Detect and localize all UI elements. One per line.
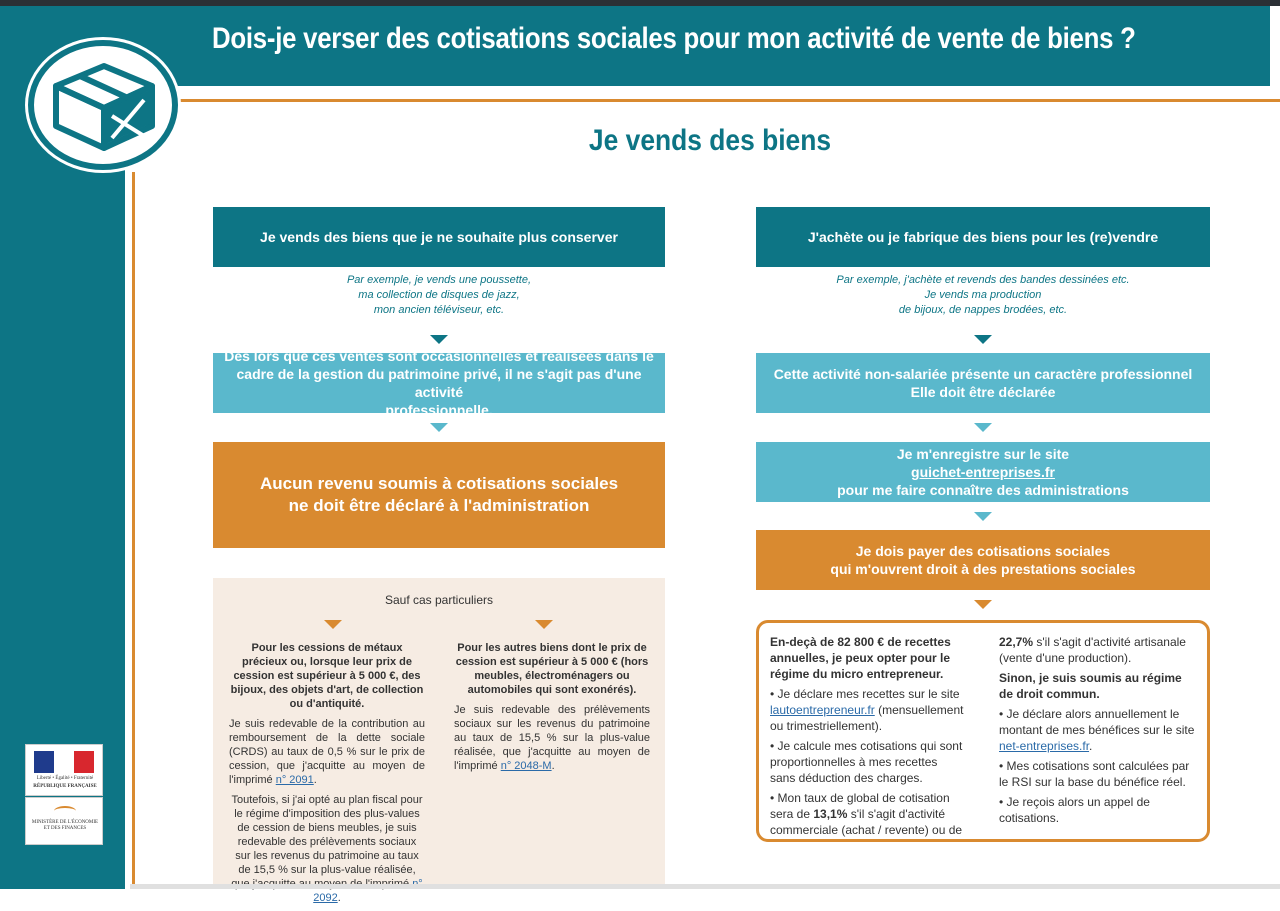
no-revenue-box — [213, 442, 665, 548]
form-2091-link[interactable]: n° 2091 — [275, 774, 314, 786]
professional-box — [756, 353, 1210, 413]
precious-text-1: Je suis redevable de la contribution au remboursement de la dette sociale (CRDS) au taux de 0,5 % sur le prix de cession, que j'acquitte au moyen de l'imprimé — [229, 718, 425, 786]
micro-bullet-3: • Mon taux de global de cotisation sera de — [770, 791, 950, 821]
occasional-line: cadre de la gestion du patrimoine privé, il ne s'agit pas d'une activité — [236, 366, 642, 400]
french-flag-icon — [34, 751, 94, 773]
ministry-name: MINISTÈRE DE L'ÉCONOMIE ET DES FINANCES — [31, 820, 99, 831]
right-example-line: Par exemple, j'achète et revends des bandes dessinées etc. — [836, 274, 1130, 286]
micro-bullet-3-end: s'il s'agit d'activité commerciale (achat / revente) ou de — [770, 807, 963, 837]
right-example-line: Je vends ma production — [924, 289, 1042, 301]
right-heading-box — [756, 207, 1210, 267]
pay-line: Je dois payer des cotisations sociales — [855, 543, 1111, 559]
artisan-rate-text: s'il s'agit d'activité artisanale (vente d'une production). — [999, 635, 1186, 665]
professional-line: Elle doit être déclarée — [910, 384, 1056, 400]
arrow-down-icon — [324, 620, 342, 629]
left-heading-box — [213, 207, 665, 267]
logo-badge — [28, 40, 178, 170]
register-text: Je m'enregistre sur le site — [896, 446, 1070, 462]
orange-rule-horizontal — [180, 99, 1280, 102]
arrow-down-icon — [974, 423, 992, 432]
guichet-entreprises-link[interactable]: guichet-entreprises.fr — [911, 464, 1055, 480]
page-title: Dois-je verser des cotisations sociales pour mon activité de vente de biens ? — [212, 22, 1136, 55]
other-title: Pour les autres biens dont le prix de cession est supérieur à 5 000 € (hors meubles, électroménagers ou automobiles qui sont exonérés). — [455, 642, 649, 696]
register-box — [756, 442, 1210, 502]
arrow-down-icon — [974, 512, 992, 521]
professional-line: Cette activité non-salariée présente un caractère professionnel — [773, 366, 1193, 382]
ministry-mark-icon — [54, 806, 76, 816]
republique-francaise-logo — [25, 744, 103, 796]
arrow-down-icon — [430, 423, 448, 432]
arrow-down-icon — [430, 335, 448, 344]
micro-bullet-1-end: (mensuellement ou trimestriellement). — [770, 703, 964, 733]
precious-title: Pour les cessions de métaux précieux ou, lorsque leur prix de cession est supérieur à 5 000 €, des bijoux, des objets d'art, de collection ou d'antiquité. — [230, 642, 424, 710]
arrow-down-icon — [974, 335, 992, 344]
common-law-column: 22,7% s'il s'agit d'activité artisanale (vente d'une production). Sinon, je suis soumis au régime de droit commun. • Je déclare alors annuellement le montant de mes bénéfices sur le site net-entreprises.fr. • Mes cotisations sont calculées par le RSI sur la base du bénéfice réel. • Je reçois alors un appel de cotisations. — [999, 635, 1195, 825]
micro-rate: 13,1% — [813, 807, 848, 821]
micro-threshold: En-deçà de 82 800 € de recettes annuelles, je peux opter pour le régime du micro entrepreneur. — [770, 635, 951, 681]
left-heading: Je vends des biens que je ne souhaite plus conserver — [260, 229, 618, 245]
no-revenue-line: Aucun revenu soumis à cotisations sociales — [259, 474, 619, 493]
right-heading: J'achète ou je fabrique des biens pour les (re)vendre — [807, 229, 1159, 245]
rf-name: RÉPUBLIQUE FRANÇAISE — [33, 784, 97, 789]
micro-entrepreneur-column — [770, 634, 966, 842]
arrow-down-icon — [535, 620, 553, 629]
other-text-1: Je suis redevable des prélèvements sociaux sur les revenus du patrimoine au taux de 15,5 % sur la plus-value réalisée, que j'acquitte au moyen de l'imprimé — [454, 704, 650, 772]
pay-contributions-box — [756, 530, 1210, 590]
box-icon — [50, 56, 158, 152]
arrow-down-icon — [974, 600, 992, 609]
common-bullet-1: • Je déclare alors annuellement le montant de mes bénéfices sur le site — [999, 707, 1195, 737]
section-title: Je vends des biens — [588, 124, 832, 157]
special-case-precious: Pour les cessions de métaux précieux ou, lorsque leur prix de cession est supérieur à 5 000 €, des bijoux, des objets d'art, de collection ou d'antiquité. Je suis redevable de la contribution au remboursement de la dette sociale (CRDS) au taux de 0,5 % sur le prix de cession, que j'acquitte au moyen de l'imprimé n° 2091. Toutefois, si j'ai opté au plan fiscal pour le régime d'imposition des plus-values de cession de biens meubles, je suis redevable des prélèvements sociaux sur les revenus du patrimoine au taux de 15,5 % sur la plus-value réalisée, 2092. — [229, 642, 425, 904]
common-law-heading: Sinon, je suis soumis au régime de droit commun. — [999, 671, 1182, 701]
orange-rule-vertical — [132, 172, 135, 889]
pay-line: qui m'ouvrent droit à des prestations sociales — [830, 561, 1136, 577]
micro-bullet-1: • Je déclare mes recettes sur le site — [770, 687, 960, 701]
precious-text-2: Toutefois, si j'ai opté au plan fiscal pour le régime d'imposition des plus-values de cession de biens meubles, je suis redevable des prélèvements sociaux sur les revenus du patrimoine au taux de 15,5 % sur la plus-value réalisée, — [231, 794, 423, 876]
occasional-box — [213, 348, 665, 418]
form-2048m-link[interactable]: n° 2048-M — [500, 760, 552, 772]
right-margin — [1270, 6, 1280, 889]
form-2092-link[interactable]: 2092 — [313, 892, 338, 904]
ministry-logo — [25, 797, 103, 845]
micro-bullet-2: • Je calcule mes cotisations qui sont proportionnelles à mes recettes sans déduction des charges. — [770, 739, 963, 785]
lautoentrepreneur-link[interactable]: lautoentrepreneur.fr — [770, 703, 875, 717]
special-case-other: Pour les autres biens dont le prix de cession est supérieur à 5 000 € (hors meubles, électroménagers ou automobiles qui sont exonérés). Je suis redevable des prélèvements sociaux sur les revenus du patrimoine au taux de 15,5 % sur la plus-value réalisée, que j'acquitte au moyen de l'imprimé n° 2048-M. — [454, 642, 650, 772]
occasional-line: professionnelle. — [385, 402, 493, 418]
net-entreprises-link[interactable]: net-entreprises.fr — [999, 739, 1090, 753]
register-text-2: pour me faire connaître des administrations — [837, 482, 1129, 498]
no-revenue-line: ne doit être déclaré à l'administration — [288, 496, 590, 515]
common-bullet-2: • Mes cotisations sont calculées par le RSI sur la base du bénéfice réel. — [999, 759, 1190, 789]
rf-motto: Liberté • Égalité • Fraternité — [36, 776, 94, 781]
left-example — [213, 273, 665, 318]
left-example-line: ma collection de disques de jazz, — [358, 289, 520, 301]
occasional-line: Dès lors que ces ventes sont occasionnelles et réalisées dans le — [224, 348, 654, 364]
left-example-line: Par exemple, je vends une poussette, — [346, 274, 532, 286]
right-example-line: de bijoux, de nappes brodées, etc. — [898, 304, 1068, 316]
common-bullet-3: • Je reçois alors un appel de cotisations. — [999, 795, 1150, 825]
special-cases-heading: Sauf cas particuliers — [384, 593, 494, 607]
artisan-rate: 22,7% — [999, 635, 1034, 649]
bottom-strip — [130, 884, 1280, 889]
left-example-line: mon ancien téléviseur, etc. — [373, 304, 505, 316]
right-example — [756, 273, 1210, 318]
